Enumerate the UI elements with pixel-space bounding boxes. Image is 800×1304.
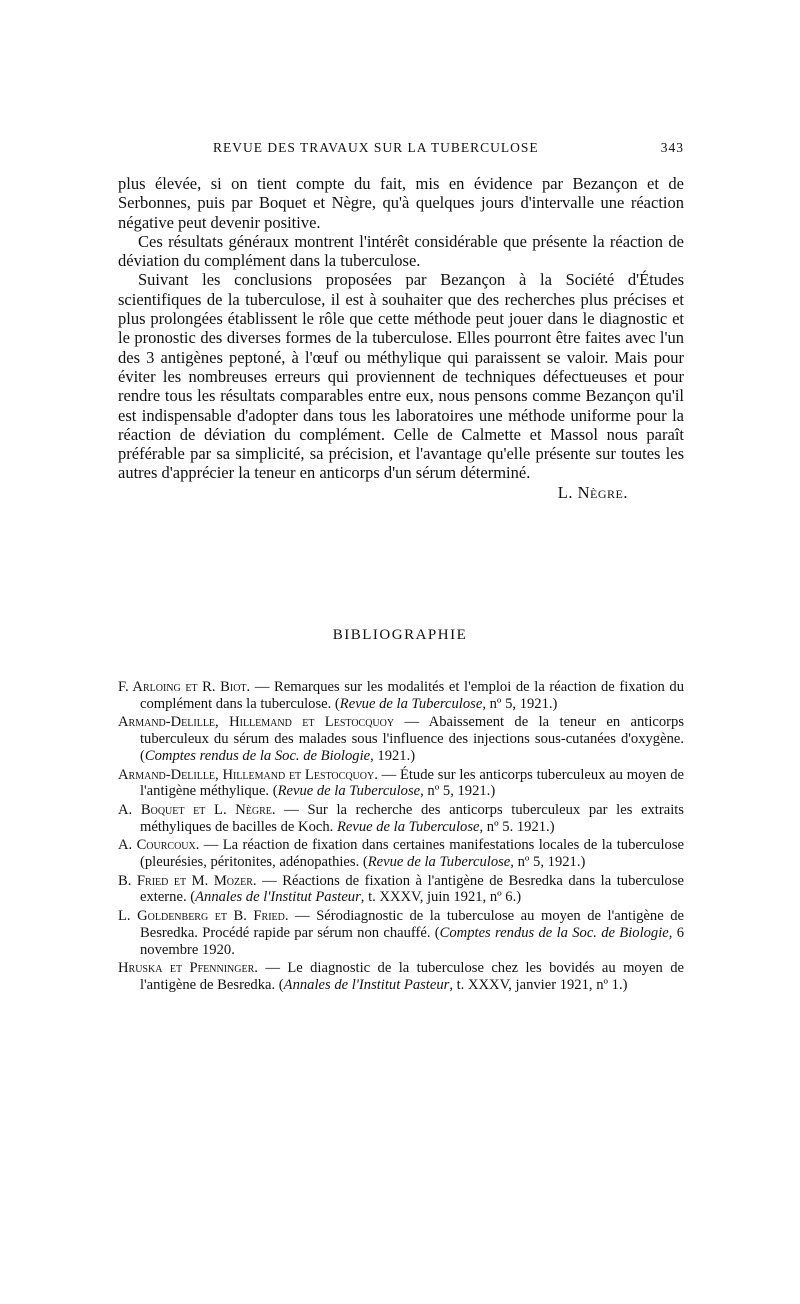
bibliography-entry bbox=[118, 873, 684, 906]
entry-text: — Sur la recherche des anticorps tuberculeux par les extraits méthyliques de bacilles de Koch. bbox=[140, 801, 684, 835]
entry-authors: A. Courcoux. bbox=[118, 837, 200, 854]
entry-text: — Abaissement de la teneur en anticorps tuberculeux du sérum des malades sous l'influence des injections sous-cutanées d'oxygène. ( bbox=[140, 714, 685, 764]
bibliography-entry bbox=[118, 837, 684, 870]
entry-authors: L. Goldenberg et B. Fried. bbox=[118, 908, 289, 925]
paragraph: Suivant les conclusions proposées par Bezançon à la Société d'Études scientifiques de la tuberculose, il est à souhaiter que des recherches plus précises et plus prolongées établissent le rôle que cette méthode peut jouer dans le diagnostic et le pronostic des diverses formes de la tuberculose. Elles pourront être faites avec l'un des 3 antigènes peptoné, à l'œuf ou méthylique qui paraissent se valoir. Mais pour éviter les nombreuses erreurs qui proviennent de techniques défectueuses et pour rendre tous les résultats comparables entre eux, nous pensons comme Bezançon qu'il est indispensable d'adopter dans tous les laboratoires une méthode uniforme pour la réaction de déviation du complément. Celle de Calmette et Massol nous paraît préférable par sa simplicité, sa précision, et l'avantage qu'elle présente sur toutes les autres d'apprécier la teneur en anticorps d'un sérum déterminé. bbox=[118, 270, 684, 483]
paragraph: Ces résultats généraux montrent l'intérêt considérable que présente la réaction de déviation du complément dans la tuberculose. bbox=[118, 231, 684, 271]
running-title: REVUE DES TRAVAUX SUR LA TUBERCULOSE bbox=[213, 140, 539, 155]
entry-details: , 1921.) bbox=[370, 747, 416, 764]
entry-authors: B. Fried et M. Mozer. bbox=[118, 872, 257, 889]
entry-details: , 6 novembre 1920. bbox=[140, 924, 684, 958]
entry-source: Revue de la Tuberculose bbox=[336, 818, 480, 835]
entry-source: Comptes rendus de la Soc. de Biologie bbox=[439, 924, 669, 941]
entry-text: — Réactions de fixation à l'antigène de Besredka dans la tuberculose externe. ( bbox=[140, 872, 684, 906]
entry-source: Revue de la Tuberculose bbox=[367, 854, 511, 871]
entry-source: Revue de la Tuberculose bbox=[277, 783, 421, 800]
entry-details: , nº 5, 1921.) bbox=[510, 854, 586, 871]
entry-source: Annales de l'Institut Pasteur bbox=[283, 976, 450, 993]
entry-source: Revue de la Tuberculose bbox=[339, 695, 483, 712]
entry-text: — Le diagnostic de la tuberculose chez les bovidés au moyen de l'antigène de Besredka. ( bbox=[140, 960, 684, 993]
bibliography-heading: BIBLIOGRAPHIE bbox=[332, 627, 468, 643]
entry-details: , nº 5, 1921.) bbox=[482, 695, 558, 712]
entry-source: Annales de l'Institut Pasteur bbox=[195, 889, 361, 906]
bibliography-entry bbox=[118, 767, 684, 800]
entry-authors: Hruska et Pfenninger. bbox=[118, 960, 258, 977]
bibliography-entry bbox=[118, 908, 684, 958]
entry-details: , t. XXXV, juin 1921, nº 6.) bbox=[360, 889, 522, 906]
entry-details: , nº 5, 1921.) bbox=[420, 783, 496, 800]
author-signature: L. Nègre. bbox=[557, 482, 628, 502]
bibliography-entry bbox=[118, 714, 684, 764]
entry-authors: Armand-Delille, Hillemand et Lestocquoy. bbox=[118, 766, 378, 783]
entry-source: Comptes rendus de la Soc. de Biologie bbox=[144, 747, 371, 764]
entry-authors: F. Arloing et R. Biot. bbox=[118, 679, 251, 695]
entry-details: , nº 5. 1921.) bbox=[479, 818, 555, 835]
bibliography-entry bbox=[118, 679, 684, 712]
entry-text: — La réaction de fixation dans certaines manifestations locales de la tuberculose (pleurésies, péritonites, adénopathies. ( bbox=[140, 837, 684, 871]
paragraph: plus élevée, si on tient compte du fait, mis en évidence par Bezançon et de Serbonnes, puis par Boquet et Nègre, qu'à quelques jours d'intervalle une réaction négative peut devenir positive. bbox=[118, 174, 684, 232]
page-number: 343 bbox=[660, 140, 684, 155]
entry-text: — Sérodiagnostic de la tuberculose au moyen de l'antigène de Besredka. Procédé rapide par sérum non chauffé. ( bbox=[140, 908, 684, 941]
bibliography-entry bbox=[118, 802, 684, 835]
entry-text: — Remarques sur les modalités et l'emploi de la réaction de fixation du complément dans la tuberculose. ( bbox=[140, 679, 684, 712]
entry-authors: Armand-Delille, Hillemand et Lestocquoy bbox=[118, 714, 395, 731]
entry-text: — Étude sur les anticorps tuberculeux au moyen de l'antigène méthylique. ( bbox=[140, 766, 684, 800]
entry-authors: A. Boquet et L. Nègre. bbox=[118, 801, 276, 818]
entry-details: , t. XXXV, janvier 1921, nº 1.) bbox=[449, 976, 628, 993]
bibliography-entry bbox=[118, 960, 684, 993]
body-text bbox=[118, 174, 684, 502]
bibliography-list bbox=[118, 679, 684, 996]
